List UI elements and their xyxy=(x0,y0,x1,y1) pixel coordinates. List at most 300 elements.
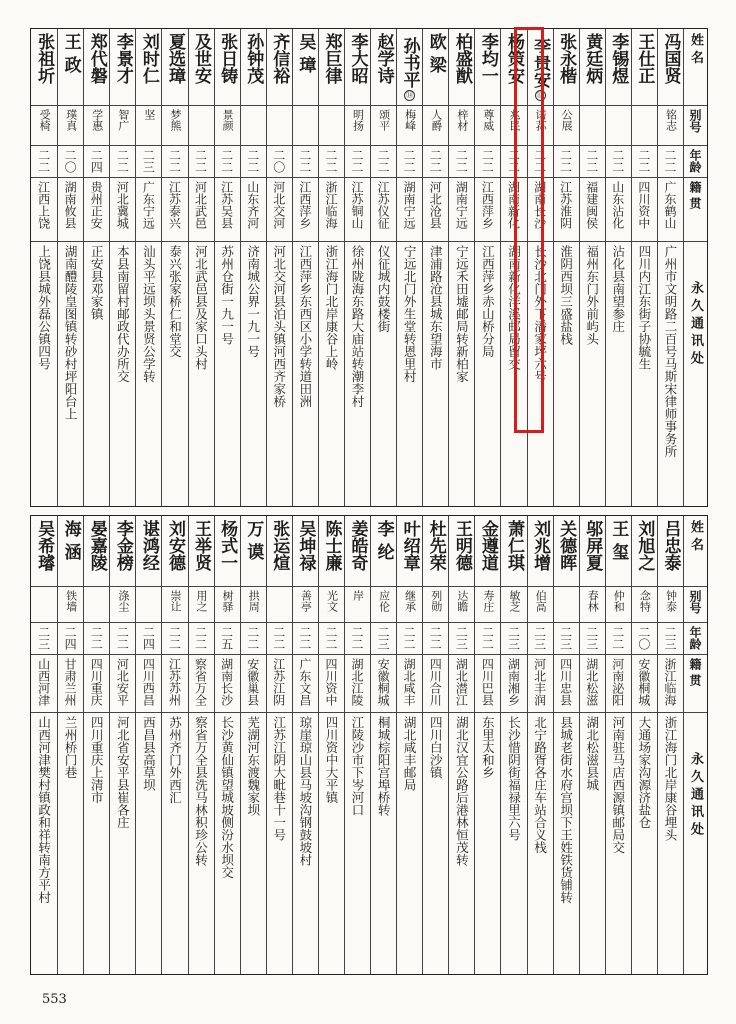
table-row xyxy=(57,29,83,506)
table-row xyxy=(109,516,135,974)
person-name: 孙钟茂 xyxy=(243,33,264,84)
person-address: 湖北咸丰邮局 xyxy=(402,716,418,791)
person-hometown: 山西河津 xyxy=(36,658,51,706)
table-row xyxy=(553,516,579,974)
person-name: 万 谟 xyxy=(243,520,264,560)
table-row xyxy=(605,29,631,506)
person-address: 湖北松滋县城 xyxy=(584,716,600,791)
person-age: 二二 xyxy=(115,626,130,650)
person-address: 仪征城内鼓楼街 xyxy=(376,245,392,333)
person-name: 刘兆增 xyxy=(530,520,551,571)
table-row xyxy=(422,516,448,974)
person-hometown: 甘肃兰州 xyxy=(63,658,78,706)
table-row xyxy=(161,29,187,506)
person-alias: 春林 xyxy=(586,590,600,612)
table-row xyxy=(318,516,344,974)
person-age: 二二 xyxy=(558,149,573,173)
person-name: 王明德 xyxy=(451,520,472,571)
person-address: 津浦路沧县城东望海市 xyxy=(428,245,444,370)
person-age: 二四 xyxy=(63,626,78,650)
person-alias: 列勋 xyxy=(429,590,443,612)
header-column xyxy=(683,29,707,506)
table-row xyxy=(292,516,318,974)
person-name: 李金榜 xyxy=(112,520,133,571)
person-address: 北宁路胥各庄车站合义栈 xyxy=(532,716,548,854)
person-hometown: 湖北潜江 xyxy=(454,658,469,706)
person-address: 江苏江阴大毗巷十一号 xyxy=(271,716,287,841)
person-hometown: 四川巴县 xyxy=(480,658,495,706)
person-alias: 树驿 xyxy=(221,590,235,612)
person-hometown: 四川忠县 xyxy=(558,658,573,706)
person-age: 二三 xyxy=(584,626,599,650)
person-hometown: 湖南新化 xyxy=(506,181,521,229)
person-address: 河北交河县泊头镇河西齐家桥 xyxy=(271,245,287,408)
person-address: 山西河津樊村镇政和祥转南方平村 xyxy=(36,716,52,904)
person-alias: 用之 xyxy=(195,590,209,612)
person-alias: 岸 xyxy=(351,590,365,601)
person-name: 邬屏夏 xyxy=(582,520,603,571)
person-name: 杨式一 xyxy=(217,520,238,571)
page-number: 553 xyxy=(42,992,67,1007)
person-name: 杨策安 xyxy=(503,33,524,84)
person-hometown: 浙江临海 xyxy=(323,181,338,229)
table-row xyxy=(631,29,657,506)
person-name: 关德晖 xyxy=(556,520,577,571)
person-address: 长沙北门外下潘家坪六号 xyxy=(532,245,548,383)
person-name: 吴 璋 xyxy=(295,33,316,73)
person-age: 二二 xyxy=(376,149,391,173)
person-address: 苏州仓街一九一号 xyxy=(219,245,235,345)
person-alias: 公展 xyxy=(560,109,574,131)
person-hometown: 河北安平 xyxy=(115,658,130,706)
person-name: 王 玺 xyxy=(608,520,629,560)
person-name: 李景才 xyxy=(112,33,133,84)
person-address: 东里太和乡 xyxy=(480,716,496,779)
header-address: 永 久 通 讯 处 xyxy=(688,281,703,365)
person-address: 宁远禾田墟邮局转新柏家 xyxy=(454,245,470,383)
header-age: 年龄 xyxy=(688,149,702,173)
person-age: 二三 xyxy=(506,626,521,650)
person-hometown: 察省万全 xyxy=(193,658,208,706)
person-alias: 钟泰 xyxy=(664,590,678,612)
person-address: 济南城公界一九一号 xyxy=(245,245,261,358)
person-age: 二二 xyxy=(480,626,495,650)
person-address: 正安县邓家镇 xyxy=(89,245,105,320)
person-age: 二二 xyxy=(89,626,104,650)
person-hometown: 浙江临海 xyxy=(662,658,677,706)
person-hometown: 广东鹤山 xyxy=(662,181,677,229)
person-age: 二二 xyxy=(245,626,260,650)
person-name: 张永楷 xyxy=(556,33,577,84)
table-row xyxy=(83,29,109,506)
person-name: 冯国贤 xyxy=(660,33,681,84)
person-alias: 念特 xyxy=(638,590,652,612)
table-row xyxy=(474,516,500,974)
person-address: 察省万全县洗马林积珍公转 xyxy=(193,716,209,866)
person-age: 二二 xyxy=(636,149,651,173)
person-age: 二二 xyxy=(297,149,312,173)
person-address: 上饶县城外磊公镇四号 xyxy=(36,245,52,370)
person-age: 二三 xyxy=(558,626,573,650)
person-age: 二〇 xyxy=(636,626,651,650)
person-age: 二二 xyxy=(167,626,182,650)
person-name: 王举贤 xyxy=(191,520,212,571)
person-name: 刘时仁 xyxy=(138,33,159,84)
highlight-box xyxy=(514,27,544,433)
table-row xyxy=(448,29,474,506)
person-alias: 学惠 xyxy=(90,109,104,131)
person-alias: 铭志 xyxy=(664,109,678,131)
person-hometown: 河南泌阳 xyxy=(610,658,625,706)
person-name: 刘旭之 xyxy=(634,520,655,571)
table-row xyxy=(214,516,240,974)
person-address: 兰州桥门巷 xyxy=(63,716,79,779)
person-address: 本县南留村邮政代办所交 xyxy=(115,245,131,383)
person-hometown: 四川西昌 xyxy=(141,658,156,706)
person-hometown: 湖南长沙 xyxy=(532,181,547,229)
table-row xyxy=(188,516,214,974)
person-hometown: 安徽桐城 xyxy=(636,658,651,706)
person-name: 晏嘉陵 xyxy=(86,520,107,571)
table-row xyxy=(657,29,683,506)
person-hometown: 湖南攸县 xyxy=(63,181,78,229)
person-address: 湖北汉宜公路后港林恒茂转 xyxy=(454,716,470,866)
person-name: 叶绍章 xyxy=(399,520,420,571)
person-name: 杜先荣 xyxy=(425,520,446,571)
person-alias: 善亭 xyxy=(299,590,313,612)
person-name: 李贵安 xyxy=(530,37,551,88)
person-age: 二二 xyxy=(610,149,625,173)
person-hometown: 河北丰润 xyxy=(532,658,547,706)
person-name: 姜皓奇 xyxy=(347,520,368,571)
person-alias: 崇让 xyxy=(168,590,182,612)
table-row xyxy=(474,29,500,506)
table-row xyxy=(318,29,344,506)
person-hometown: 河北武邑 xyxy=(193,181,208,229)
person-address: 县城老街水府宫坝下王姓铁货铺转 xyxy=(558,716,574,904)
person-name: 吴坤禄 xyxy=(295,520,316,571)
person-name: 齐信裕 xyxy=(269,33,290,84)
table-row xyxy=(631,516,657,974)
person-address: 河北武邑县及家口头村 xyxy=(193,245,209,370)
person-address: 福州东门外前屿头 xyxy=(584,245,600,345)
person-hometown: 江西萍乡 xyxy=(480,181,495,229)
table-row xyxy=(448,516,474,974)
person-alias: 智广 xyxy=(116,109,130,131)
person-age: 二〇 xyxy=(271,149,286,173)
person-hometown: 河北冀城 xyxy=(115,181,130,229)
person-address: 桐城棕阳宫埠桥转 xyxy=(376,716,392,816)
person-hometown: 安徽桐城 xyxy=(376,658,391,706)
person-name: 刘安德 xyxy=(164,520,185,571)
person-address: 河南驻马店西源镇邮局交 xyxy=(610,716,626,854)
person-alias: 梓材 xyxy=(455,109,469,131)
person-alias: 明扬 xyxy=(351,109,365,131)
person-name: 及世安 xyxy=(191,33,212,84)
person-alias: 拱周 xyxy=(247,590,261,612)
table-row xyxy=(240,516,266,974)
person-hometown: 湖北松滋 xyxy=(584,658,599,706)
person-address: 江陵沙市下岑河口 xyxy=(350,716,366,816)
person-alias: 颂平 xyxy=(377,109,391,131)
person-name: 张祖圻 xyxy=(34,33,55,84)
table-row xyxy=(109,29,135,506)
header-name: 姓 名 xyxy=(688,520,703,551)
person-alias: 涤尘 xyxy=(116,590,130,612)
person-name: 陈士廉 xyxy=(321,520,342,571)
person-alias: 继承 xyxy=(403,590,417,612)
person-alias: 梅峰 xyxy=(403,109,417,131)
person-age: 二二 xyxy=(428,626,443,650)
table-row xyxy=(370,29,396,506)
person-age: 二四 xyxy=(89,149,104,173)
person-address: 湖南醴陵皇图镇转砂村坪阳台上 xyxy=(63,245,79,420)
person-address: 徐州陇海东路大庙站转潮李村 xyxy=(350,245,366,408)
person-hometown: 贵州正安 xyxy=(89,181,104,229)
person-hometown: 江苏苏州 xyxy=(167,658,182,706)
person-address: 西昌县高草坝 xyxy=(141,716,157,791)
person-age: 二三 xyxy=(141,149,156,173)
person-age: 二二 xyxy=(193,149,208,173)
person-address: 沾化县南望参庄 xyxy=(610,245,626,333)
person-alias: 梦熊 xyxy=(168,109,182,131)
person-hometown: 湖南宁远 xyxy=(454,181,469,229)
person-age: 二二 xyxy=(610,626,625,650)
person-alias: 璞真 xyxy=(64,109,78,131)
table-row xyxy=(31,29,57,506)
footnote-marker: ⑬ xyxy=(536,91,544,99)
person-name: 夏选璋 xyxy=(164,33,185,84)
table-row xyxy=(240,29,266,506)
person-hometown: 山东沾化 xyxy=(610,181,625,229)
table-row xyxy=(188,29,214,506)
person-age: 二三 xyxy=(376,626,391,650)
person-age: 二〇 xyxy=(63,149,78,173)
person-age: 二二 xyxy=(323,149,338,173)
person-name: 黄廷炳 xyxy=(582,33,603,84)
table-row xyxy=(370,516,396,974)
person-address: 淮阴西坝三盛盐栈 xyxy=(558,245,574,345)
person-address: 泰兴张家桥仁和堂交 xyxy=(167,245,183,358)
person-age: 二二 xyxy=(115,149,130,173)
table-row xyxy=(31,516,57,974)
header-alias: 别号 xyxy=(688,590,702,614)
person-age: 二三 xyxy=(454,626,469,650)
header-column xyxy=(683,516,707,974)
person-name: 谌鸿经 xyxy=(138,520,159,571)
person-alias: 敏芝 xyxy=(507,590,521,612)
person-hometown: 江苏江阴 xyxy=(271,658,286,706)
person-hometown: 江西萍乡 xyxy=(297,181,312,229)
table-row xyxy=(553,29,579,506)
person-hometown: 河北沧县 xyxy=(428,181,443,229)
roster-table-bottom xyxy=(30,515,708,975)
person-address: 汕头平远坝头景贤公学转 xyxy=(141,245,157,383)
person-hometown: 湖南长沙 xyxy=(219,658,234,706)
person-address: 江西萍乡赤山桥分局 xyxy=(480,245,496,358)
table-row xyxy=(396,516,422,974)
person-alias: 诺荪 xyxy=(534,109,548,131)
table-row xyxy=(579,29,605,506)
person-address: 河北省安平县崔各庄 xyxy=(115,716,131,829)
person-alias: 伯高 xyxy=(534,590,548,612)
header-address: 永 久 通 讯 处 xyxy=(688,752,703,836)
person-alias: 坚 xyxy=(142,109,156,120)
table-row xyxy=(344,516,370,974)
person-alias: 人爵 xyxy=(429,109,443,131)
person-age: 二二 xyxy=(193,626,208,650)
person-alias: 应伦 xyxy=(377,590,391,612)
person-hometown: 四川重庆 xyxy=(89,658,104,706)
header-alias: 别号 xyxy=(688,109,702,133)
person-age: 二三 xyxy=(662,626,677,650)
person-name: 李 纶 xyxy=(373,520,394,560)
person-alias: 寿庄 xyxy=(481,590,495,612)
person-name: 郑代磐 xyxy=(86,33,107,84)
person-hometown: 湖南宁远 xyxy=(402,181,417,229)
table-row xyxy=(266,516,292,974)
person-address: 四川资中大平镇 xyxy=(323,716,339,804)
person-age: 二二 xyxy=(297,626,312,650)
person-hometown: 江苏淮阴 xyxy=(558,181,573,229)
person-alias: 兆民 xyxy=(507,109,521,131)
person-address: 宁远北门外生堂转恩里村 xyxy=(402,245,418,383)
person-hometown: 河北交河 xyxy=(271,181,286,229)
person-address: 长沙惜阴街福禄里六号 xyxy=(506,716,522,841)
table-row xyxy=(396,29,422,506)
person-hometown: 江苏铜山 xyxy=(350,181,365,229)
person-address: 浙江海门北岸康谷埋头 xyxy=(662,716,678,841)
person-hometown: 四川合川 xyxy=(428,658,443,706)
person-age: 二二 xyxy=(36,149,51,173)
person-hometown: 江苏泰兴 xyxy=(167,181,182,229)
person-name: 李大昭 xyxy=(347,33,368,84)
person-name: 欧 梁 xyxy=(425,33,446,73)
person-alias: 景颜 xyxy=(221,109,235,131)
table-row xyxy=(292,29,318,506)
person-age: 二二 xyxy=(480,149,495,173)
person-age: 二四 xyxy=(141,626,156,650)
person-name: 萧仁琪 xyxy=(503,520,524,571)
person-age: 二二 xyxy=(323,626,338,650)
person-name: 王 政 xyxy=(60,33,81,73)
person-address: 琼崖琼山县马坡沟钢鼓坡村 xyxy=(297,716,313,866)
person-age: 二二 xyxy=(271,626,286,650)
person-hometown: 山东齐河 xyxy=(245,181,260,229)
header-home: 籍 贯 xyxy=(688,658,702,687)
roster-table-top xyxy=(30,28,708,507)
footnote-marker: ⑭ xyxy=(406,91,414,99)
person-name: 海 涵 xyxy=(60,520,81,560)
person-age: 二二 xyxy=(402,149,417,173)
person-hometown: 湖北咸丰 xyxy=(402,658,417,706)
person-age: 二二 xyxy=(584,149,599,173)
person-address: 广州市文明路二百号马斯宋律师事务所 xyxy=(662,245,678,458)
person-alias: 仲和 xyxy=(612,590,626,612)
table-row xyxy=(57,516,83,974)
person-name: 赵学诗 xyxy=(373,33,394,84)
person-address: 苏州齐门外西汇 xyxy=(167,716,183,804)
table-row xyxy=(527,516,553,974)
person-hometown: 湖北江陵 xyxy=(350,658,365,706)
person-hometown: 江西上饶 xyxy=(36,181,51,229)
header-age: 年龄 xyxy=(688,626,702,650)
person-alias: 受椅 xyxy=(38,109,52,131)
person-address: 四川内江东街子协毓生 xyxy=(636,245,652,370)
person-age: 二二 xyxy=(662,149,677,173)
header-name: 姓 名 xyxy=(688,33,703,64)
person-name: 吕忠泰 xyxy=(660,520,681,571)
person-age: 二二 xyxy=(532,149,547,173)
person-address: 浙江海门北岸康谷上岭 xyxy=(323,245,339,370)
person-address: 湖南新化洋溪邮局留交 xyxy=(506,245,522,370)
person-age: 二二 xyxy=(506,149,521,173)
person-hometown: 四川资中 xyxy=(636,181,651,229)
person-alias: 铁墙 xyxy=(64,590,78,612)
table-row xyxy=(422,29,448,506)
person-alias: 达瞻 xyxy=(455,590,469,612)
person-name: 张运煊 xyxy=(269,520,290,571)
person-name: 郑巨律 xyxy=(321,33,342,84)
person-age: 二二 xyxy=(350,626,365,650)
person-age: 二二 xyxy=(402,626,417,650)
table-row xyxy=(266,29,292,506)
person-address: 四川白沙镇 xyxy=(428,716,444,779)
person-address: 芜湖河东渡魏家坝 xyxy=(245,716,261,816)
person-hometown: 四川资中 xyxy=(323,658,338,706)
table-row xyxy=(657,516,683,974)
person-age: 二五 xyxy=(219,626,234,650)
person-hometown: 安徽巢县 xyxy=(245,658,260,706)
person-age: 二二 xyxy=(350,149,365,173)
table-row xyxy=(135,516,161,974)
person-age: 二二 xyxy=(454,149,469,173)
header-home: 籍 贯 xyxy=(688,181,702,210)
person-name: 柏盛猷 xyxy=(451,33,472,84)
person-hometown: 福建闽侯 xyxy=(584,181,599,229)
person-name: 金遵道 xyxy=(477,520,498,571)
person-age: 二二 xyxy=(219,149,234,173)
person-alias: 尊威 xyxy=(481,109,495,131)
person-name: 李锡煜 xyxy=(608,33,629,84)
person-name: 张日铸 xyxy=(217,33,238,84)
person-name: 李均一 xyxy=(477,33,498,84)
person-address: 江西萍乡东西区小学转道田洲 xyxy=(297,245,313,408)
person-name: 王仕正 xyxy=(634,33,655,84)
person-hometown: 江苏仪征 xyxy=(376,181,391,229)
table-row xyxy=(214,29,240,506)
table-row xyxy=(83,516,109,974)
person-hometown: 广东文昌 xyxy=(297,658,312,706)
person-alias: 光文 xyxy=(325,590,339,612)
table-row xyxy=(605,516,631,974)
table-row xyxy=(344,29,370,506)
person-address: 四川重庆上清市 xyxy=(89,716,105,804)
table-row xyxy=(161,516,187,974)
person-age: 二二 xyxy=(167,149,182,173)
table-row xyxy=(579,516,605,974)
person-name: 孙书平 xyxy=(399,37,420,88)
person-hometown: 广东宁远 xyxy=(141,181,156,229)
person-address: 长沙黄仙镇望城坡侧汾水坝交 xyxy=(219,716,235,879)
person-age: 二三 xyxy=(36,626,51,650)
person-hometown: 江苏吴县 xyxy=(219,181,234,229)
person-address: 大通场家沟源济盐仓 xyxy=(636,716,652,829)
person-name: 吴希璿 xyxy=(34,520,55,571)
person-age: 二二 xyxy=(428,149,443,173)
table-row xyxy=(135,29,161,506)
person-hometown: 湖南湘乡 xyxy=(506,658,521,706)
